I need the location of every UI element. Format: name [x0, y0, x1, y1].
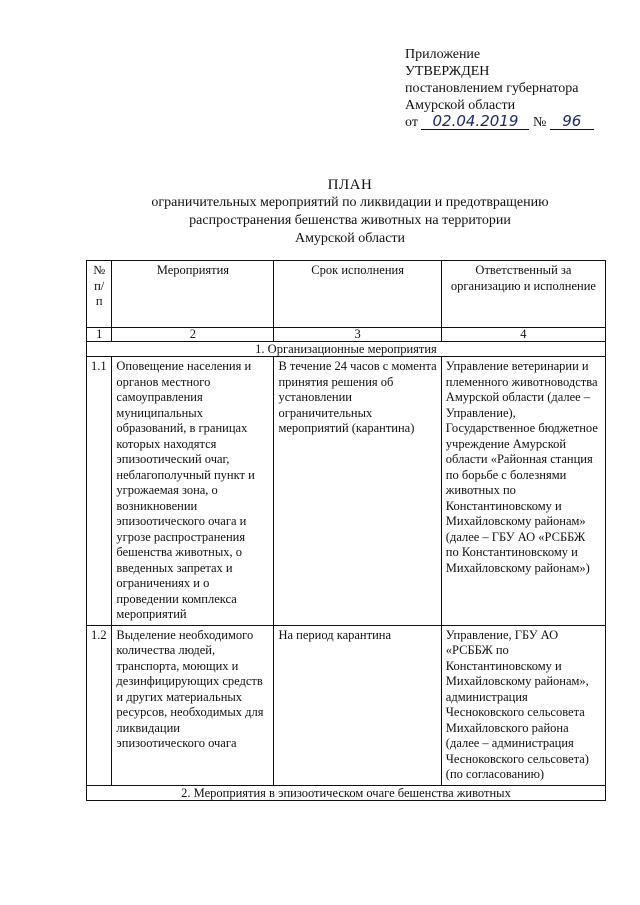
header-responsible: Ответственный за организацию и исполнение	[441, 261, 605, 328]
date-prefix: от	[405, 115, 418, 130]
handwritten-date: 02.04.2019	[421, 114, 529, 130]
table-row	[87, 357, 606, 626]
date-number-line	[405, 114, 630, 131]
section-row	[87, 785, 606, 800]
appendix-label: Приложение	[405, 47, 481, 62]
row-responsible: Управление, ГБУ АО «РСББЖ по Константиновскому и Михайловскому районам», администрация Чесноковского сельсовета Михайловского района (далее – администрация Чесноковского сельсовета) (по согласованию)	[441, 625, 605, 785]
column-index-row	[87, 328, 606, 342]
row-term: В течение 24 часов с момента принятия решения об установлении ограничительных мероприятий (карантина)	[274, 357, 441, 626]
column-index: 2	[112, 328, 274, 342]
section-row	[87, 342, 606, 357]
row-number: 1.2	[87, 625, 112, 785]
table-header-row	[87, 261, 606, 328]
header-term: Срок исполнения	[274, 261, 441, 328]
title-line-1: ограничительных мероприятий по ликвидации и предотвращению	[151, 195, 549, 210]
row-responsible: Управление ветеринарии и племенного животноводства Амурской области (далее – Управление), Государственное бюджетное учреждение Амурской области «Районная станция по борьбе с болезнями животных по Константиновскому и Михайловскому районам» (далее – ГБУ АО «РСББЖ по Константиновскому и Михайловскому районам»)	[441, 357, 605, 626]
row-event: Оповещение населения и органов местного самоуправления муниципальных образований, в границах которых находятся эпизоотический очаг, неблагополучный пункт и угрожаемая зона, о возникновении эпизоотического очага и угрозе распространения бешенства животных, о введенных запретах и ограничениях и о проведении комплекса мероприятий	[112, 357, 274, 626]
row-event: Выделение необходимого количества людей, транспорта, моющих и дезинфицирующих средств и других материальных ресурсов, необходимых для ликвидации эпизоотического очага	[112, 625, 274, 785]
header-event: Мероприятия	[112, 261, 274, 328]
plan-heading: ПЛАН	[327, 177, 373, 193]
column-index: 3	[274, 328, 441, 342]
title-line-3: Амурской области	[294, 231, 406, 246]
table-row	[87, 625, 606, 785]
row-number: 1.1	[87, 357, 112, 626]
approval-block	[405, 46, 630, 131]
document-title	[110, 176, 590, 248]
plan-table	[86, 260, 606, 801]
column-index: 1	[87, 328, 112, 342]
number-sign: №	[532, 115, 547, 130]
column-index: 4	[441, 328, 605, 342]
section-heading-1: 1. Организационные мероприятия	[87, 342, 606, 357]
title-line-2: распространения бешенства животных на территории	[189, 213, 511, 228]
region-text: Амурской области	[405, 98, 516, 113]
handwritten-number: 96	[550, 114, 594, 130]
approved-by-text: постановлением губернатора	[405, 81, 579, 96]
header-num: № п/п	[87, 261, 112, 328]
approved-label: УТВЕРЖДЕН	[405, 64, 490, 79]
row-term: На период карантина	[274, 625, 441, 785]
section-heading-2: 2. Мероприятия в эпизоотическом очаге бешенства животных	[87, 785, 606, 800]
